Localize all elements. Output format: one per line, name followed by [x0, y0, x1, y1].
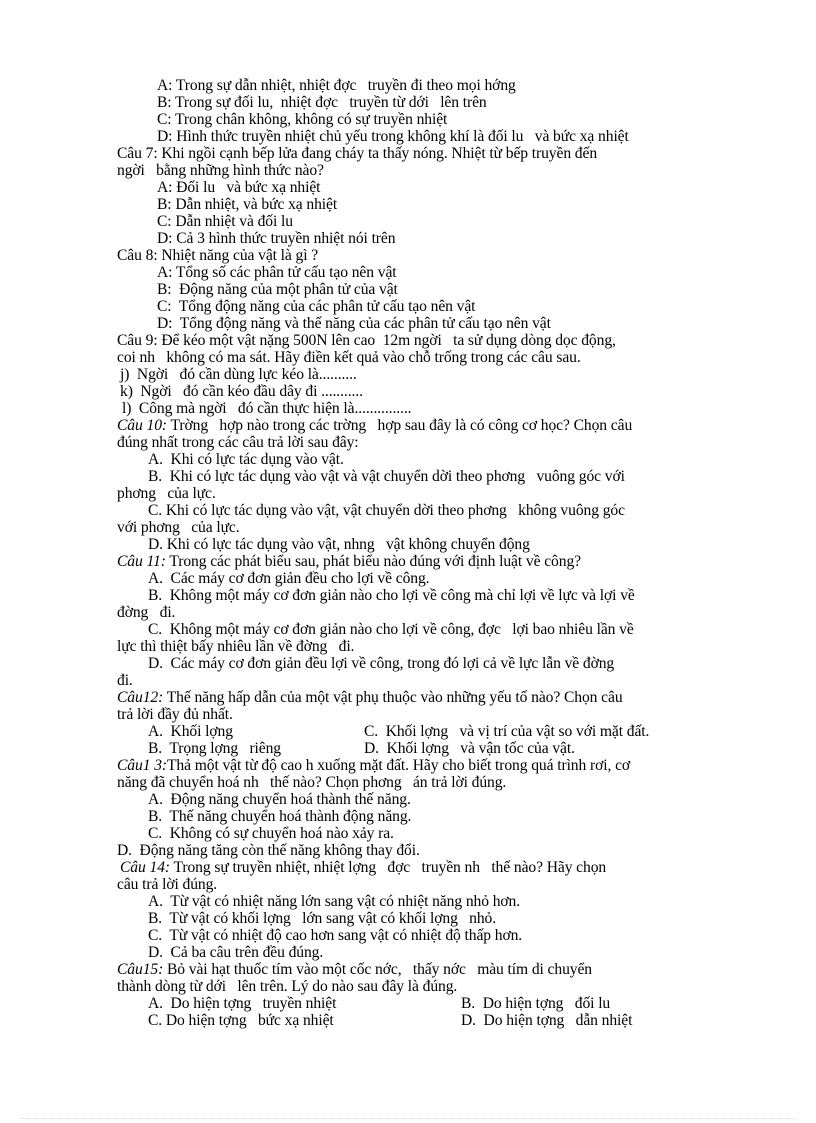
q6-option-d: D: Hình thức truyền nhiệt chủ yếu trong không khí là đối lu và bức xạ nhiệt [157, 128, 629, 145]
q8-option-b: B: Động năng của một phân tử của vật [157, 281, 398, 298]
q14-option-d: D. Cả ba câu trên đều đúng. [148, 944, 324, 961]
q14-label: Câu 14: [120, 859, 170, 876]
q13-stem [117, 757, 630, 774]
q11-option-b: B. Không một máy cơ đơn giản nào cho lợi về công mà chỉ lợi về lực và lợi về [148, 587, 635, 604]
q11-option-b-cont: đờng đi. [117, 604, 176, 621]
q10-option-b: B. Khi có lực tác dụng vào vật và vật chuyển dời theo phơng vuông góc với [148, 468, 625, 485]
q12-option-a: A. Khối lợng [148, 723, 233, 740]
q12-option-c: C. Khối lợng và vị trí của vật so với mặt đất. [364, 723, 650, 740]
q13-label: Câu1 3: [117, 757, 167, 774]
q10-option-b-cont: phơng của lực. [117, 485, 216, 502]
q11-option-c-cont: lực thì thiệt bấy nhiêu lần về đờng đi. [117, 638, 355, 655]
q15-option-a: A. Do hiện tợng truyền nhiệt [148, 995, 337, 1012]
q9-item-j: j) Ngời đó cần dùng lực kéo là.......... [120, 366, 357, 383]
q13-stem-cont: năng đã chuyển hoá nh thế nào? Chọn phơng án trả lời đúng. [117, 774, 507, 791]
q14-option-a: A. Từ vật có nhiệt năng lớn sang vật có nhiệt năng nhỏ hơn. [148, 893, 521, 910]
q11-label: Câu 11: [117, 553, 166, 570]
q12-stem-cont: trả lời đầy đủ nhất. [117, 706, 233, 723]
q11-text: Trong các phát biểu sau, phát biểu nào đúng với định luật về công? [165, 553, 581, 570]
q9-item-l: l) Công mà ngời đó cần thực hiện là............... [122, 400, 412, 417]
q11-option-d: D. Các máy cơ đơn giản đều lợi về công, trong đó lợi cả về lực lẫn về đờng [148, 655, 615, 672]
q8-option-d: D: Tổng động năng và thế năng của các phân tử cấu tạo nên vật [157, 315, 551, 332]
q12-label: Câu12: [117, 689, 164, 706]
q12-option-b: B. Trọng lợng riêng [148, 740, 281, 757]
q11-option-a: A. Các máy cơ đơn giản đều cho lợi về công. [148, 570, 430, 587]
q9-item-k: k) Ngời đó cần kéo đầu dây đi ........... [120, 383, 363, 400]
q10-option-c-cont: với phơng của lực. [117, 519, 240, 536]
q10-option-c: C. Khi có lực tác dụng vào vật, vật chuyển dời theo phơng không vuông góc [148, 502, 625, 519]
q15-text: Bỏ vài hạt thuốc tím vào một cốc nớc, thấy nớc màu tím di chuyển [163, 961, 592, 978]
q14-text: Trong sự truyền nhiệt, nhiệt lợng đợc truyền nh thế nào? Hãy chọn [169, 859, 607, 876]
q15-option-d: D. Do hiện tợng dẫn nhiệt [461, 1012, 633, 1029]
q11-option-d-cont: đi. [117, 672, 133, 689]
q11-stem [117, 553, 581, 570]
q15-option-b: B. Do hiện tợng đối lu [461, 995, 611, 1012]
q10-text: Trờng hợp nào trong các trờng hợp sau đây là có công cơ học? Chọn câu [166, 417, 633, 434]
q6-option-b: B: Trong sự đối lu, nhiệt đợc truyền từ dới lên trên [157, 94, 487, 111]
q9-stem-cont: coi nh không có ma sát. Hãy điền kết quả vào chỗ trống trong các câu sau. [117, 349, 581, 366]
q8-option-c: C: Tổng động năng của các phân tử cấu tạo nên vật [157, 298, 476, 315]
q13-option-a: A. Động năng chuyển hoá thành thế năng. [148, 791, 411, 808]
q13-option-d: D. Động năng tăng còn thế năng không thay đổi. [117, 842, 420, 859]
q15-label: Câu15: [117, 961, 164, 978]
q10-stem [117, 417, 632, 434]
q14-option-c: C. Từ vật có nhiệt độ cao hơn sang vật có nhiệt độ thấp hơn. [148, 927, 523, 944]
q13-option-c: C. Không có sự chuyển hoá nào xảy ra. [148, 825, 394, 842]
q12-option-d: D. Khối lợng và vận tốc của vật. [364, 740, 575, 757]
q6-option-c: C: Trong chân không, không có sự truyền nhiệt [157, 111, 448, 128]
q13-text: Thả một vật từ độ cao h xuống mặt đất. Hãy cho biết trong quá trình rơi, cơ [166, 757, 631, 774]
q10-option-a: A. Khi có lực tác dụng vào vật. [148, 451, 344, 468]
q15-stem [117, 961, 592, 978]
q8-stem: Câu 8: Nhiệt năng của vật là gì ? [117, 247, 319, 264]
q10-label: Câu 10: [117, 417, 167, 434]
q12-stem [117, 689, 623, 706]
q8-option-a: A: Tổng số các phân tử cấu tạo nên vật [157, 264, 397, 281]
q12-text: Thế năng hấp dẫn của một vật phụ thuộc vào những yếu tố nào? Chọn câu [163, 689, 623, 706]
q14-option-b: B. Từ vật có khối lợng lớn sang vật có khối lợng nhỏ. [148, 910, 497, 927]
q11-option-c: C. Không một máy cơ đơn giản nào cho lợi về công, đợc lợi bao nhiêu lần về [148, 621, 634, 638]
q7-option-a: A: Đối lu và bức xạ nhiệt [157, 179, 321, 196]
q13-option-b: B. Thế năng chuyển hoá thành động năng. [148, 808, 412, 825]
q15-stem-cont: thành dòng từ dới lên trên. Lý do nào sau đây là đúng. [117, 978, 458, 995]
q7-option-c: C: Dẫn nhiệt và đối lu [157, 213, 293, 230]
q7-option-d: D: Cả 3 hình thức truyền nhiệt nói trên [157, 230, 396, 247]
q10-option-d: D. Khi có lực tác dụng vào vật, nhng vật không chuyển động [148, 536, 530, 553]
q14-stem [120, 859, 606, 876]
q10-stem-cont: đúng nhất trong các câu trả lời sau đây: [117, 434, 359, 451]
q14-stem-cont: câu trả lời đúng. [117, 876, 218, 893]
page-bottom-rule [20, 1118, 796, 1119]
q7-option-b: B: Dẫn nhiệt, và bức xạ nhiệt [157, 196, 338, 213]
q6-option-a: A: Trong sự dẫn nhiệt, nhiệt đợc truyền đi theo mọi hớng [157, 77, 516, 94]
q7-stem: Câu 7: Khi ngồi cạnh bếp lửa đang cháy ta thấy nóng. Nhiệt từ bếp truyền đến [117, 145, 598, 162]
q9-stem: Câu 9: Để kéo một vật nặng 500N lên cao 12m ngời ta sử dụng dòng dọc động, [117, 332, 616, 349]
q7-stem-cont: ngời bằng những hình thức nào? [117, 162, 324, 179]
q15-option-c: C. Do hiện tợng bức xạ nhiệt [148, 1012, 334, 1029]
